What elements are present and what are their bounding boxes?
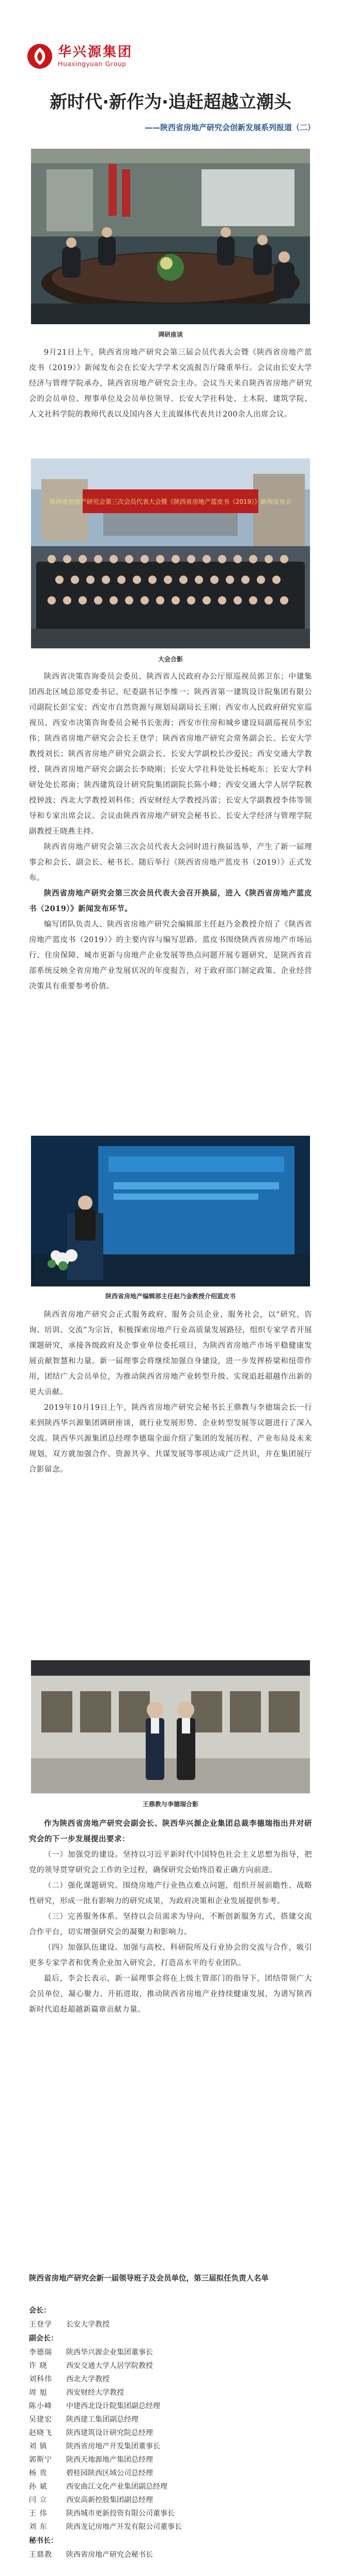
intro-text	[29, 345, 312, 422]
paragraph: 9月21日上午，陕西省房地产研究会第三届会员代表大会暨《陕西省房地产蓝皮书（2019）》新闻发布会在长安大学学术交流报告厅隆重举行。会议由长安大学经济与管理学院承办，陕西省房地产研究会主办。会议当天来自陕西省房地产研究会的会员单位、理事单位及会员单位领导、长安大学社科处、土木院、建筑学院、人文社科学院的教师代表以及国内各大主流媒体代表共计200余人出席会议。	[29, 348, 312, 419]
list-item	[29, 2399, 312, 2413]
list-item	[29, 2413, 312, 2426]
member-name: 王登学	[29, 2320, 52, 2329]
member-title: 陕西省房地产开发集团董事长	[66, 2442, 160, 2451]
list-item	[29, 2426, 312, 2440]
member-name: 李德瑞	[29, 2348, 52, 2357]
photo-caption: 王鼎教与李德瑞合影	[142, 1801, 198, 1808]
attendees-text	[29, 669, 312, 994]
member-title: 陕西华兴源企业集团董事长	[66, 2348, 153, 2357]
brand-mark-icon	[27, 43, 53, 69]
member-name: 郭斯宁	[29, 2456, 52, 2464]
member-name: 刘科伟	[29, 2375, 52, 2383]
member-name: 王 伟	[29, 2509, 48, 2518]
roster-list	[29, 2303, 312, 2562]
member-title: 西安曲江文化产业集团副总经理	[66, 2483, 167, 2491]
lead-paragraph: 陕西省房地产研究会第三次会员代表大会召开换届，进入《陕西省房地产蓝皮书（2019）》新闻发布环节。	[29, 889, 312, 913]
brand-logo[interactable]	[27, 43, 133, 69]
photo-caption: 大会合影	[158, 656, 183, 663]
list-item	[29, 2386, 312, 2399]
member-name: 刘 东	[29, 2523, 48, 2531]
member-title: 西北大学教授	[66, 2375, 110, 2383]
member-name: 陈小峰	[29, 2402, 52, 2410]
requirements-text	[29, 1816, 312, 2017]
member-title: 西安交通大学人居学院教授	[66, 2362, 153, 2370]
member-name: 孙 斌	[29, 2483, 48, 2491]
roster-group-label: 副会长：	[29, 2334, 58, 2343]
photo-caption: 陕西省房地产编辑部主任赵乃金教授介绍蓝皮书	[105, 1293, 236, 1300]
member-title: 陕西建工集团副总经理	[66, 2415, 138, 2424]
list-item	[29, 2507, 312, 2520]
speaker-photo	[31, 1136, 310, 1286]
roster-group-label: 秘书长：	[29, 2537, 58, 2545]
member-title: 西安财经大学教授	[66, 2389, 124, 2397]
list-item	[29, 2548, 312, 2562]
page-title: 新时代·新作为·追赶超越立潮头	[50, 92, 291, 113]
member-name: 刘 镇	[29, 2442, 48, 2451]
roster-title: 陕西省房地产研究会新一届领导班子及会员单位，第三届拟任负责人名单	[29, 2275, 269, 2283]
photo-caption: 调研座谈	[158, 331, 183, 338]
banner-text: 陕西省房地产研究会第三次会员代表大会暨《陕西省房地产蓝皮书（2019）》新闻发布会	[49, 498, 292, 505]
member-title: 陕西建筑设计研究院总经理	[66, 2429, 153, 2437]
list-item	[29, 2480, 312, 2493]
member-name: 周 旭	[29, 2389, 48, 2397]
list-item	[29, 2346, 312, 2359]
list-item	[29, 2493, 312, 2507]
handshake-photo	[31, 1660, 310, 1793]
paragraph: 陕西省房地产研究会第三次会员代表大会同时进行换届选举，产生了新一届理事会和会长、副会长、秘书长。随后举行《陕西省房地产蓝皮书（2019）》正式发布。	[29, 843, 312, 882]
member-name: 许 晓	[29, 2362, 48, 2370]
paragraph: （一）加强党的建设。坚持以习近平新时代中国特色社会主义思想为指导，把党的领导贯穿研究会工作的全过程，确保研究会始终沿着正确方向前进。	[29, 1851, 312, 1874]
member-title: 陕西龙记房地产开发有限公司董事长	[66, 2523, 182, 2531]
paragraph: 编写团队负责人、陕西省房地产研究会编辑部主任赵乃金教授介绍了《陕西省房地产蓝皮书（2019）》的主要内容与编写思路。蓝皮书围绕陕西省房地产市场运行、住房保障、城市更新与房地产企业发展等热点问题开展专题研究，是陕西省首部系统反映全省房地产业发展状况的年度报告，对于政府部门制定政策、企业经营决策具有重要参考价值。	[29, 920, 312, 991]
paragraph: 陕西省决策咨询委员会委员、陕西省人民政府办公厅原巡视员郭卫东；中建集团西北区域总部党委书记、纪委副书记李维一；陕西省第一建筑设计院集团有限公司副院长彭宝安；西安市自然资源与规划局副局长王刚；西安市人民政府研究室巡视员、西安市决策咨询委员会秘书长张海；西安市住房和城乡建设局副巡视员李宏伟；陕西省房地产研究会会长王登学；陕西省房地产研究会常务副会长、长安大学教授刘长；陕西省房地产研究会副会长、长安大学副校长沙爱民；西安交通大学教授、陕西省房地产研究会副会长李晓刚；长安大学社科处处长杨屹东；长安大学科研处处长郑南；陕西建筑设计研究院集团副院长陈小峰；西安交通大学人居学院教授钟波；西北大学教授刘科伟；西安财经大学教授冯雷；长安大学副教授李伟等领导和专家出席会议。会议由陕西省房地产研究会秘书长、长安大学经济与管理学院副教授王晓燕主持。	[29, 673, 312, 836]
brand-name-en: Huaxingyuan Group	[58, 60, 127, 68]
list-item	[29, 2318, 312, 2331]
member-title: 陕西城市更新投资有限公司董事长	[66, 2509, 175, 2518]
member-title: 西安高新控股集团副总经理	[66, 2496, 153, 2504]
paragraph: （四）加强队伍建设。加强与高校、科研院所及行业协会的交流与合作，吸引更多专家学者和优秀企业加入研究会，打造高水平的专业团队。	[29, 1944, 312, 1967]
list-item	[29, 2520, 312, 2534]
member-name: 王鼎教	[29, 2551, 52, 2559]
paragraph: （三）完善服务体系。坚持以会员需求为导向，不断创新服务方式，搭建交流合作平台，切实增强研究会的凝聚力和影响力。	[29, 1913, 312, 1936]
member-name: 吴建宏	[29, 2415, 52, 2424]
mission-text	[29, 1307, 312, 1477]
member-name: 闫 立	[29, 2496, 48, 2504]
member-title: 中建西北设计院集团副总经理	[66, 2402, 160, 2410]
group-photo	[31, 458, 310, 648]
brand-name-cn: 华兴源集团	[58, 44, 133, 60]
paragraph: （二）强化课题研究。围绕房地产行业热点难点问题，组织开展前瞻性、战略性研究，形成一批有影响力的研究成果，为政府决策和企业发展提供参考。	[29, 1882, 312, 1905]
member-name: 杨 贵	[29, 2469, 48, 2477]
list-item	[29, 2359, 312, 2373]
member-title: 陕西天地源地产集团总经理	[66, 2456, 153, 2464]
member-title: 长安大学教授	[66, 2320, 110, 2329]
meeting-photo	[31, 149, 310, 324]
member-title: 碧桂园陕西区域公司总经理	[66, 2469, 153, 2477]
series-subtitle: ——陕西省房地产研究会创新发展系列报道（二）	[144, 123, 315, 132]
list-item	[29, 2373, 312, 2386]
roster-group-label: 会长：	[29, 2307, 51, 2315]
list-item	[29, 2440, 312, 2453]
member-title: 陕西省房地产研究会秘书长	[66, 2551, 153, 2559]
list-item	[29, 2467, 312, 2480]
lead-paragraph: 作为陕西省房地产研究会副会长、陕西华兴源企业集团总裁李德瑞指出并对研究会的下一步发展提出要求：	[29, 1819, 312, 1843]
list-item	[29, 2453, 312, 2467]
member-name: 赵晓飞	[29, 2429, 52, 2437]
paragraph: 2019年10月19日上午，陕西省房地产研究会秘书长王鼎教与李德瑞会长一行来到陕西华兴源集团调研座谈，就行业发展形势、企业转型发展等议题进行了深入交流。陕西华兴源集团总经理李德瑞全面介绍了集团的发展历程、产业布局及未来规划，双方就加强合作、资源共享、共谋发展等事项达成广泛共识，并在集团展厅合影留念。	[29, 1404, 312, 1474]
paragraph: 最后，李会长表示，新一届理事会将在上级主管部门的指导下，团结带领广大会员单位，凝心聚力、开拓进取，推动陕西省房地产业持续健康发展，为谱写陕西新时代追赶超越新篇章贡献力量。	[29, 1975, 312, 2014]
paragraph: 陕西省房地产研究会正式服务政府、服务会员企业、服务社会，以“研究、咨询、培训、交流”为宗旨，积极探索房地产行业高质量发展路径，组织专家学者开展课题研究，承接各级政府及企事业单位委托项目，为陕西省房地产市场平稳健康发展贡献智慧和力量。新一届理事会将继续加强自身建设，进一步发挥桥梁和纽带作用，团结广大会员单位，为推动陕西省房地产业转型升级、实现追赶超越作出新的更大贡献。	[29, 1311, 312, 1396]
